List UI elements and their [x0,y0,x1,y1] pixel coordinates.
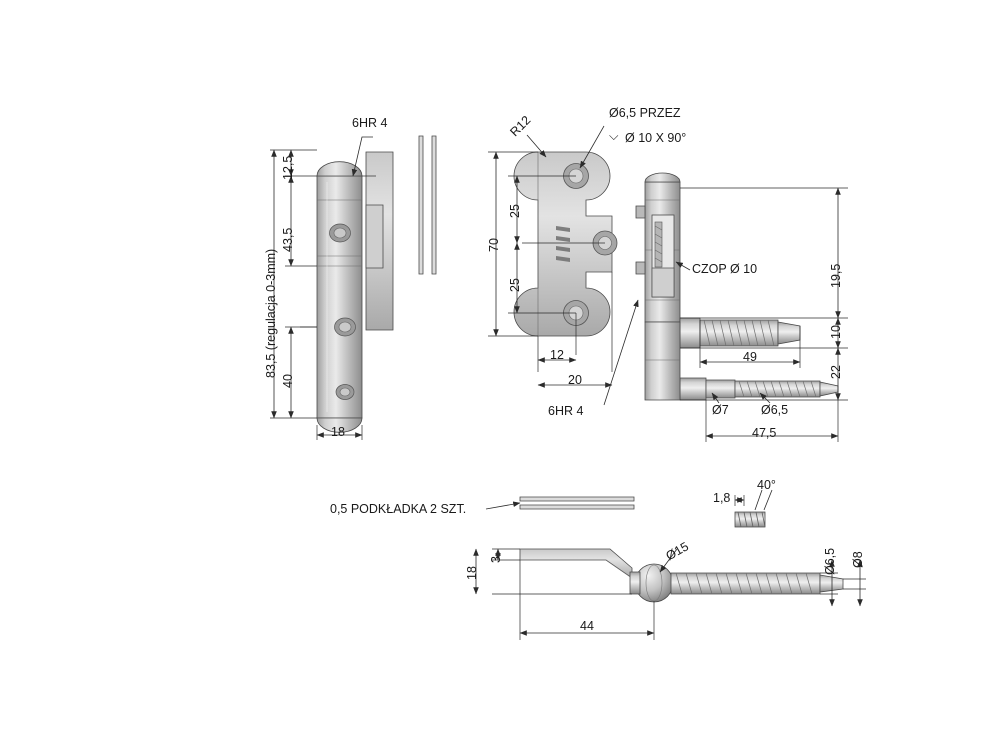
label-3: 3 [489,556,503,563]
label-19-5: 19,5 [829,263,843,288]
label-12: 12 [550,348,564,362]
label-d7: Ø7 [712,403,729,417]
upper-screw [680,318,800,348]
label-czop: CZOP Ø 10 [692,262,758,276]
label-d8: Ø8 [851,551,865,568]
label-d15: Ø15 [663,539,691,564]
label-49: 49 [743,350,757,364]
label-1-8: 1,8 [713,491,731,505]
label-18-left: 18 [465,566,479,580]
label-counterbore: Ø 10 X 90° [625,131,687,145]
top-view-geometry [514,152,838,400]
label-20: 20 [568,373,582,387]
label-40: 40 [281,374,295,388]
label-d6-5-lower: Ø6,5 [761,403,789,417]
label-12-5: 12,5 [281,155,295,180]
label-washer: 0,5 PODKŁADKA 2 SZT. [330,502,467,516]
countersink-symbol: ⌵ [609,129,619,143]
label-22: 22 [829,365,843,379]
label-d6-5-right: Ø6,5 [823,547,837,575]
label-r12: R12 [507,113,534,140]
label-6hr4-bottom: 6HR 4 [548,404,584,418]
label-18-front: 18 [331,425,345,439]
label-83-5: 83,5 (regulacja 0-3mm) [264,248,278,378]
lower-screw [680,378,838,400]
label-47-5: 47,5 [752,426,777,440]
label-44: 44 [580,619,594,633]
label-angle-40: 40° [757,478,776,492]
front-view-geometry [317,136,436,432]
label-10: 10 [829,325,843,339]
label-hole-through: Ø6,5 PRZEZ [609,106,681,120]
label-70: 70 [487,238,501,252]
pin-detail-dimensions [476,503,866,640]
label-25-lower: 25 [508,278,522,292]
label-43-5: 43,5 [281,227,295,252]
label-25-upper: 25 [508,204,522,218]
thread-profile-detail [735,490,772,527]
label-6hr4-top: 6HR 4 [352,116,388,130]
